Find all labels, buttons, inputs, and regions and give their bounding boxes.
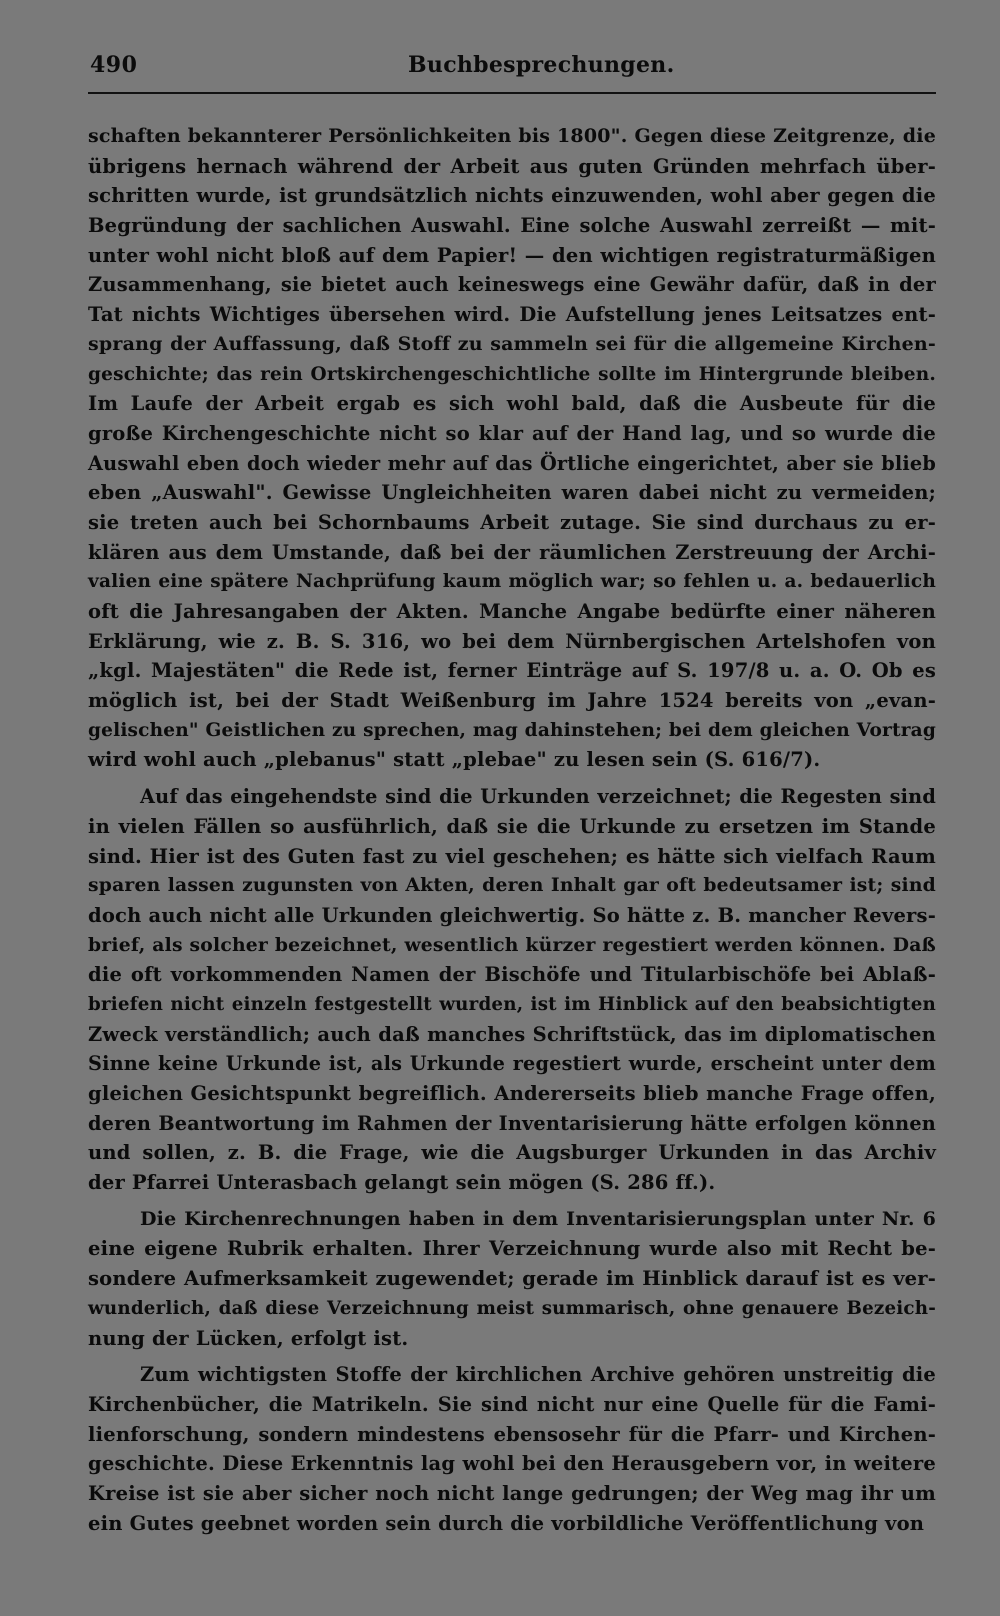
text-line: „kgl. Majestäten" die Rede ist, ferner Einträge auf S. 197/8 u. a. O. Ob es [88,659,936,683]
text-line: Die Kirchenrechnungen haben in dem Inventarisierungsplan unter Nr. 6 [140,1207,936,1230]
text-line: Kirchenbücher, die Matrikeln. Sie sind nicht nur eine Quelle für die Fami- [88,1392,936,1416]
text-line: große Kirchengeschichte nicht so klar auf der Hand lag, und so wurde die [88,421,936,445]
text-line: und sollen, z. B. die Frage, wie die Augsburger Urkunden in das Archiv [88,1141,936,1165]
text-line: ein Gutes geebnet worden sein durch die vorbildliche Veröffentlichung von [88,1511,925,1535]
text-line: Auf das eingehendste sind die Urkunden verzeichnet; die Regesten sind [140,785,936,809]
text-line: gleichen Gesichtspunkt begreiflich. Andererseits blieb manche Frage offen, [88,1082,936,1105]
text-line: oft die Jahresangaben der Akten. Manche Angabe bedürfte einer näheren [88,600,936,623]
text-line: Tat nichts Wichtiges übersehen wird. Die Aufstellung jenes Leitsatzes ent- [88,303,936,327]
text-line: sind. Hier ist des Guten fast zu viel geschehen; es hätte sich vielfach Raum [88,844,936,868]
text-line: briefen nicht einzeln festgestellt wurden, ist im Hinblick auf den beabsichtigten [88,993,936,1015]
text-line: Sinne keine Urkunde ist, als Urkunde regestiert wurde, erscheint unter dem [88,1052,936,1076]
text-line: übrigens hernach während der Arbeit aus guten Gründen mehrfach über- [88,154,936,178]
text-line: brief, als solcher bezeichnet, wesentlich kürzer regestiert werden können. Daß [88,933,936,956]
text-line: klären aus dem Umstande, daß bei der räumlichen Zerstreuung der Archi- [88,540,936,564]
text-line: Zum wichtigsten Stoffe der kirchlichen Archive gehören unstreitig die [140,1363,936,1387]
paragraph [88,1360,936,1538]
text-line: eben „Auswahl". Gewisse Ungleichheiten waren dabei nicht zu vermeiden; [88,481,936,505]
page-header [88,50,940,86]
text-line: sparen lassen zugunsten von Akten, deren Inhalt gar oft bedeutsamer ist; sind [88,874,936,897]
text-line: geschichte. Diese Erkenntnis lag wohl bei den Herausgebern vor, in weitere [88,1452,936,1476]
text-line: schritten wurde, ist grundsätzlich nichts einzuwenden, wohl aber gegen die [88,184,936,208]
text-line: Zweck verständlich; auch daß manches Schriftstück, das im diplomatischen [88,1022,936,1046]
text-line: Erklärung, wie z. B. S. 316, wo bei dem Nürnbergischen Artelshofen von [88,629,936,653]
text-line: sondere Aufmerksamkeit zugewendet; gerade im Hinblick darauf ist es ver- [88,1267,936,1291]
text-line: wunderlich, daß diese Verzeichnung meist summarisch, ohne genauere Bezeich- [88,1297,936,1319]
text-line: nung der Lücken, erfolgt ist. [88,1326,409,1350]
text-line: Zusammenhang, sie bietet auch keineswegs eine Gewähr dafür, daß in der [88,273,936,297]
text-line: schaften bekannterer Persönlichkeiten bis 1800". Gegen diese Zeitgrenze, die [88,125,936,147]
text-line: Kreise ist sie aber sicher noch nicht lange gedrungen; der Weg mag ihr um [88,1481,936,1505]
text-line: in vielen Fällen so ausführlich, daß sie die Urkunde zu ersetzen im Stande [88,814,936,838]
text-line: valien eine spätere Nachprüfung kaum möglich war; so fehlen u. a. bedauerlich [88,571,936,593]
header-rule [88,92,936,94]
text-line: doch auch nicht alle Urkunden gleichwertig. So hätte z. B. mancher Revers- [88,903,936,927]
paragraph [88,782,936,1198]
text-line: eine eigene Rubrik erhalten. Ihrer Verzeichnung wurde also mit Recht be- [88,1237,936,1261]
text-line: deren Beantwortung im Rahmen der Inventarisierung hätte erfolgen können [88,1111,936,1135]
text-line: geschichte; das rein Ortskirchengeschichtliche sollte im Hintergrunde bleiben. [88,363,936,385]
text-line: gelischen" Geistlichen zu sprechen, mag dahinstehen; bei dem gleichen Vortrag [88,719,936,741]
text-line: Im Laufe der Arbeit ergab es sich wohl bald, daß die Ausbeute für die [88,392,936,416]
text-line: lienforschung, sondern mindestens ebensosehr für die Pfarr- und Kirchen- [88,1422,936,1446]
running-title: Buchbesprechungen. [408,52,675,78]
body-text [88,122,936,1538]
text-line: sprang der Auffassung, daß Stoff zu sammeln sei für die allgemeine Kirchen- [88,332,936,355]
text-line: sie treten auch bei Schornbaums Arbeit zutage. Sie sind durchaus zu er- [88,510,936,534]
text-line: wird wohl auch „plebanus" statt „plebae" zu lesen sein (S. 616/7). [88,748,821,772]
text-line: Auswahl eben doch wieder mehr auf das Örtliche eingerichtet, aber sie blieb [88,451,936,475]
page-number: 490 [90,52,138,78]
text-line: Begründung der sachlichen Auswahl. Eine solche Auswahl zerreißt — mit- [88,214,936,238]
text-line: möglich ist, bei der Stadt Weißenburg im Jahre 1524 bereits von „evan- [88,689,936,713]
text-line: der Pfarrei Unterasbach gelangt sein mögen (S. 286 ff.). [88,1171,716,1195]
text-line: unter wohl nicht bloß auf dem Papier! — den wichtigen registraturmäßigen [88,243,936,267]
paragraph [88,122,936,775]
text-line: die oft vorkommenden Namen der Bischöfe und Titularbischöfe bei Ablaß- [88,963,936,987]
paragraph [88,1205,936,1353]
